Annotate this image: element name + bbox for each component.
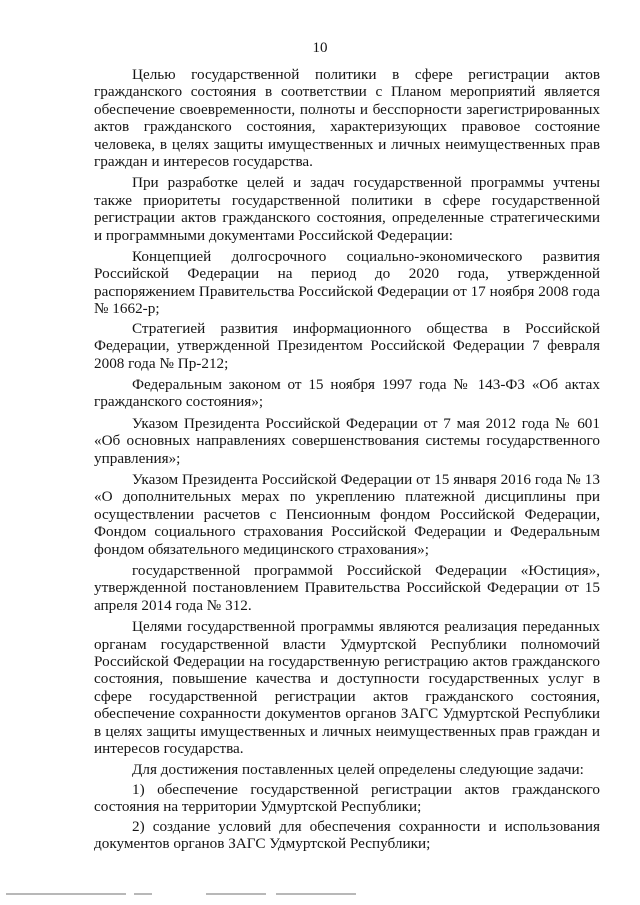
paragraph-decree-13: Указом Президента Российской Федерации от 15 января 2016 года № 13 «О дополнительных мерах по укреплению платежной дисциплины при осуществлении расчетов с Пенсионным фондом Российской Федерации, Фондом социального страхования Российской Федерации и Федеральным фондом обязательного медицинского страхования»; <box>94 470 600 558</box>
paragraph-tasks-intro: Для достижения поставленных целей определены следующие задачи: <box>132 761 584 779</box>
scan-footer-artifact <box>6 893 634 897</box>
page-number: 10 <box>312 40 328 56</box>
paragraph-decree-601: Указом Президента Российской Федерации от 7 мая 2012 года № 601 «Об основных направлениях совершенствования системы государственного управления»; <box>94 414 600 467</box>
paragraph-task-1: 1) обеспечение государственной регистрации актов гражданского состояния на территории Удмуртской Республики; <box>94 780 600 816</box>
paragraph-justice-program: государственной программой Российской Федерации «Юстиция», утвержденной постановлением Правительства Российской Федерации от 15 апреля 2014 года № 312. <box>94 561 600 614</box>
paragraph-task-2: 2) создание условий для обеспечения сохранности и использования документов органов ЗАГС Удмуртской Республики; <box>94 817 600 853</box>
paragraph-info-society-strategy: Стратегией развития информационного общества в Российской Федерации, утвержденной Президентом Российской Федерации 7 февраля 2008 года № Пр-212; <box>94 319 600 372</box>
paragraph-priorities-intro: При разработке целей и задач государственной программы учтены также приоритеты государственной политики в сфере государственной регистрации актов гражданского состояния, определенные стратегическими и программными документами Российской Федерации: <box>94 174 600 244</box>
paragraph-federal-law-143: Федеральным законом от 15 ноября 1997 года № 143-ФЗ «Об актах гражданского состояния»; <box>94 375 600 411</box>
paragraph-concept-2020: Концепцией долгосрочного социально-экономического развития Российской Федерации на период до 2020 года, утвержденной распоряжением Правительства Российской Федерации от 17 ноября 2008 года № 1662-р; <box>94 248 600 318</box>
document-body <box>94 66 600 856</box>
paragraph-policy-goal: Целью государственной политики в сфере регистрации актов гражданского состояния в соответствии с Планом мероприятий является обеспечение своевременности, полноты и бесспорности зарегистрированных актов гражданского состояния, характеризующих правовое состояние человека, в целях защиты имущественных и личных неимущественных прав граждан и интересов государства. <box>94 66 600 171</box>
paragraph-program-goals: Целями государственной программы являются реализация переданных органам государственной власти Удмуртской Республики полномочий Российской Федерации на государственную регистрацию актов гражданского состояния, повышение качества и доступности государственных услуг в сфере государственной регистрации актов гражданского состояния, обеспечение сохранности документов органов ЗАГС Удмуртской Республики в целях защиты имущественных и личных неимущественных прав граждан и интересов государства. <box>94 618 600 758</box>
